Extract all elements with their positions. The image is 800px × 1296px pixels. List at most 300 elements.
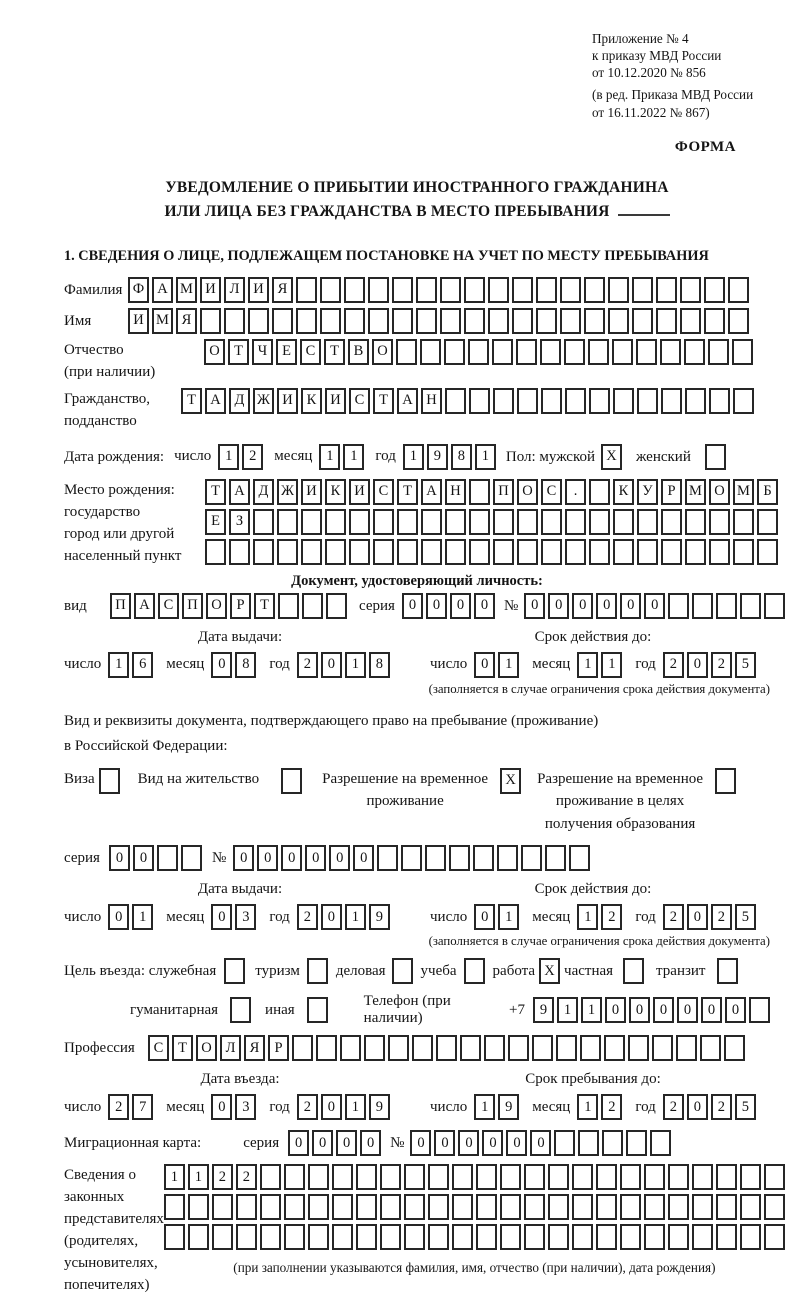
char-box[interactable]: 0 xyxy=(653,997,674,1023)
char-box[interactable] xyxy=(320,308,341,334)
char-box[interactable]: 1 xyxy=(475,444,496,470)
birth-month-input[interactable] xyxy=(319,444,364,470)
char-box[interactable] xyxy=(596,1194,617,1220)
char-box[interactable] xyxy=(560,308,581,334)
char-box[interactable] xyxy=(524,1164,545,1190)
char-box[interactable]: Т xyxy=(181,388,202,414)
doc-issue-year-input[interactable] xyxy=(297,652,390,678)
char-box[interactable]: О xyxy=(517,479,538,505)
char-box[interactable] xyxy=(412,1035,433,1061)
char-box[interactable] xyxy=(476,1224,497,1250)
char-box[interactable] xyxy=(613,388,634,414)
birth-place-line1-input[interactable] xyxy=(205,479,778,505)
char-box[interactable]: П xyxy=(110,593,131,619)
char-box[interactable]: 9 xyxy=(533,997,554,1023)
char-box[interactable]: 0 xyxy=(257,845,278,871)
char-box[interactable]: Е xyxy=(205,509,226,535)
char-box[interactable] xyxy=(452,1194,473,1220)
char-box[interactable]: 0 xyxy=(474,652,495,678)
char-box[interactable] xyxy=(253,509,274,535)
char-box[interactable]: 0 xyxy=(450,593,471,619)
given-name-input[interactable] xyxy=(128,308,749,334)
char-box[interactable]: 1 xyxy=(577,904,598,930)
char-box[interactable]: К xyxy=(301,388,322,414)
char-box[interactable] xyxy=(589,509,610,535)
char-box[interactable]: 1 xyxy=(343,444,364,470)
char-box[interactable] xyxy=(373,539,394,565)
residence-permit-checkbox[interactable] xyxy=(281,768,302,794)
char-box[interactable]: 0 xyxy=(458,1130,479,1156)
char-box[interactable] xyxy=(704,308,725,334)
char-box[interactable] xyxy=(644,1194,665,1220)
residence-valid-year-input[interactable] xyxy=(663,904,756,930)
char-box[interactable]: 0 xyxy=(108,904,129,930)
char-box[interactable] xyxy=(637,388,658,414)
char-box[interactable]: А xyxy=(152,277,173,303)
char-box[interactable]: П xyxy=(493,479,514,505)
representatives-line3-input[interactable] xyxy=(164,1224,785,1250)
char-box[interactable] xyxy=(388,1035,409,1061)
char-box[interactable]: А xyxy=(229,479,250,505)
char-box[interactable] xyxy=(692,1164,713,1190)
stay-day-input[interactable] xyxy=(474,1094,519,1120)
char-box[interactable]: И xyxy=(200,277,221,303)
char-box[interactable] xyxy=(644,1164,665,1190)
birth-place-line2-input[interactable] xyxy=(205,509,778,535)
char-box[interactable] xyxy=(661,509,682,535)
char-box[interactable] xyxy=(709,539,730,565)
char-box[interactable]: 8 xyxy=(451,444,472,470)
char-box[interactable]: 0 xyxy=(211,1094,232,1120)
char-box[interactable] xyxy=(584,308,605,334)
char-box[interactable]: 0 xyxy=(701,997,722,1023)
char-box[interactable] xyxy=(589,479,610,505)
char-box[interactable] xyxy=(637,509,658,535)
char-box[interactable] xyxy=(521,845,542,871)
char-box[interactable] xyxy=(469,509,490,535)
purpose-official-checkbox[interactable] xyxy=(224,958,245,984)
char-box[interactable] xyxy=(397,509,418,535)
char-box[interactable]: Р xyxy=(230,593,251,619)
char-box[interactable] xyxy=(626,1130,647,1156)
char-box[interactable] xyxy=(380,1164,401,1190)
char-box[interactable]: Н xyxy=(421,388,442,414)
char-box[interactable] xyxy=(428,1224,449,1250)
char-box[interactable] xyxy=(661,539,682,565)
char-box[interactable] xyxy=(512,308,533,334)
char-box[interactable] xyxy=(284,1194,305,1220)
char-box[interactable] xyxy=(578,1130,599,1156)
char-box[interactable] xyxy=(512,277,533,303)
char-box[interactable] xyxy=(421,509,442,535)
char-box[interactable] xyxy=(301,539,322,565)
char-box[interactable] xyxy=(488,308,509,334)
char-box[interactable]: 0 xyxy=(281,845,302,871)
char-box[interactable] xyxy=(493,509,514,535)
char-box[interactable]: И xyxy=(248,277,269,303)
char-box[interactable] xyxy=(536,308,557,334)
char-box[interactable] xyxy=(749,997,770,1023)
char-box[interactable]: О xyxy=(372,339,393,365)
residence-series-input[interactable] xyxy=(109,845,202,871)
char-box[interactable] xyxy=(716,593,737,619)
char-box[interactable] xyxy=(253,539,274,565)
char-box[interactable] xyxy=(236,1224,257,1250)
char-box[interactable]: И xyxy=(301,479,322,505)
char-box[interactable]: Р xyxy=(268,1035,289,1061)
char-box[interactable]: У xyxy=(637,479,658,505)
char-box[interactable]: 2 xyxy=(711,652,732,678)
char-box[interactable] xyxy=(540,339,561,365)
doc-valid-month-input[interactable] xyxy=(577,652,622,678)
female-checkbox[interactable] xyxy=(705,444,726,470)
char-box[interactable]: Б xyxy=(757,479,778,505)
char-box[interactable] xyxy=(569,845,590,871)
char-box[interactable] xyxy=(493,539,514,565)
char-box[interactable] xyxy=(589,388,610,414)
char-box[interactable]: 8 xyxy=(369,652,390,678)
char-box[interactable] xyxy=(356,1194,377,1220)
char-box[interactable] xyxy=(572,1224,593,1250)
char-box[interactable]: И xyxy=(277,388,298,414)
char-box[interactable] xyxy=(740,1194,761,1220)
surname-input[interactable] xyxy=(128,277,749,303)
char-box[interactable] xyxy=(596,1164,617,1190)
char-box[interactable] xyxy=(608,277,629,303)
char-box[interactable]: 0 xyxy=(725,997,746,1023)
char-box[interactable] xyxy=(440,308,461,334)
char-box[interactable]: А xyxy=(421,479,442,505)
char-box[interactable]: 2 xyxy=(297,904,318,930)
char-box[interactable] xyxy=(464,277,485,303)
char-box[interactable] xyxy=(332,1224,353,1250)
char-box[interactable]: С xyxy=(349,388,370,414)
char-box[interactable]: И xyxy=(325,388,346,414)
char-box[interactable] xyxy=(740,593,761,619)
char-box[interactable] xyxy=(296,308,317,334)
char-box[interactable]: Д xyxy=(253,479,274,505)
char-box[interactable] xyxy=(224,308,245,334)
char-box[interactable]: 0 xyxy=(524,593,545,619)
stay-month-input[interactable] xyxy=(577,1094,622,1120)
char-box[interactable] xyxy=(692,1224,713,1250)
char-box[interactable] xyxy=(416,277,437,303)
char-box[interactable]: 0 xyxy=(687,652,708,678)
char-box[interactable]: 0 xyxy=(288,1130,309,1156)
char-box[interactable]: 0 xyxy=(620,593,641,619)
char-box[interactable] xyxy=(733,388,754,414)
char-box[interactable] xyxy=(488,277,509,303)
char-box[interactable] xyxy=(668,593,689,619)
char-box[interactable] xyxy=(554,1130,575,1156)
char-box[interactable]: О xyxy=(204,339,225,365)
char-box[interactable] xyxy=(613,539,634,565)
char-box[interactable] xyxy=(620,1194,641,1220)
char-box[interactable]: 0 xyxy=(133,845,154,871)
char-box[interactable] xyxy=(724,1035,745,1061)
entry-month-input[interactable] xyxy=(211,1094,256,1120)
char-box[interactable]: И xyxy=(349,479,370,505)
char-box[interactable] xyxy=(685,388,706,414)
doc-valid-year-input[interactable] xyxy=(663,652,756,678)
stay-year-input[interactable] xyxy=(663,1094,756,1120)
purpose-humanitarian-checkbox[interactable] xyxy=(230,997,251,1023)
citizenship-input[interactable] xyxy=(181,388,754,414)
char-box[interactable]: 0 xyxy=(321,1094,342,1120)
char-box[interactable] xyxy=(728,277,749,303)
char-box[interactable]: М xyxy=(152,308,173,334)
char-box[interactable]: 0 xyxy=(605,997,626,1023)
char-box[interactable] xyxy=(652,1035,673,1061)
char-box[interactable]: С xyxy=(148,1035,169,1061)
char-box[interactable] xyxy=(308,1194,329,1220)
char-box[interactable] xyxy=(541,388,562,414)
char-box[interactable]: Е xyxy=(276,339,297,365)
char-box[interactable]: С xyxy=(373,479,394,505)
char-box[interactable] xyxy=(565,388,586,414)
char-box[interactable] xyxy=(344,277,365,303)
char-box[interactable] xyxy=(404,1164,425,1190)
char-box[interactable]: 3 xyxy=(235,1094,256,1120)
char-box[interactable]: 2 xyxy=(663,652,684,678)
char-box[interactable] xyxy=(650,1130,671,1156)
char-box[interactable] xyxy=(452,1164,473,1190)
char-box[interactable] xyxy=(260,1194,281,1220)
char-box[interactable] xyxy=(248,308,269,334)
char-box[interactable] xyxy=(764,1224,785,1250)
char-box[interactable] xyxy=(728,308,749,334)
char-box[interactable]: 6 xyxy=(132,652,153,678)
male-checkbox[interactable]: X xyxy=(601,444,622,470)
char-box[interactable] xyxy=(716,1224,737,1250)
char-box[interactable]: Т xyxy=(373,388,394,414)
char-box[interactable]: 2 xyxy=(601,904,622,930)
char-box[interactable]: 9 xyxy=(427,444,448,470)
char-box[interactable]: 1 xyxy=(403,444,424,470)
char-box[interactable] xyxy=(460,1035,481,1061)
char-box[interactable]: С xyxy=(300,339,321,365)
char-box[interactable] xyxy=(668,1164,689,1190)
char-box[interactable]: Т xyxy=(324,339,345,365)
char-box[interactable] xyxy=(680,277,701,303)
char-box[interactable] xyxy=(584,277,605,303)
char-box[interactable] xyxy=(580,1035,601,1061)
char-box[interactable]: 0 xyxy=(530,1130,551,1156)
char-box[interactable] xyxy=(284,1224,305,1250)
char-box[interactable]: Я xyxy=(244,1035,265,1061)
char-box[interactable] xyxy=(320,277,341,303)
char-box[interactable] xyxy=(449,845,470,871)
char-box[interactable] xyxy=(236,1194,257,1220)
char-box[interactable] xyxy=(397,539,418,565)
char-box[interactable]: Ж xyxy=(253,388,274,414)
char-box[interactable]: 0 xyxy=(410,1130,431,1156)
char-box[interactable] xyxy=(684,339,705,365)
char-box[interactable]: Ф xyxy=(128,277,149,303)
char-box[interactable]: 1 xyxy=(577,1094,598,1120)
residence-issue-month-input[interactable] xyxy=(211,904,256,930)
char-box[interactable]: 2 xyxy=(242,444,263,470)
purpose-other-checkbox[interactable] xyxy=(307,997,328,1023)
char-box[interactable] xyxy=(428,1164,449,1190)
char-box[interactable] xyxy=(620,1164,641,1190)
birth-place-line3-input[interactable] xyxy=(205,539,778,565)
char-box[interactable] xyxy=(637,539,658,565)
char-box[interactable]: Н xyxy=(445,479,466,505)
char-box[interactable] xyxy=(632,308,653,334)
char-box[interactable] xyxy=(444,339,465,365)
char-box[interactable] xyxy=(340,1035,361,1061)
migration-number-input[interactable] xyxy=(410,1130,671,1156)
char-box[interactable] xyxy=(440,277,461,303)
char-box[interactable]: 2 xyxy=(108,1094,129,1120)
char-box[interactable]: 2 xyxy=(297,652,318,678)
char-box[interactable] xyxy=(205,539,226,565)
char-box[interactable]: Т xyxy=(397,479,418,505)
char-box[interactable]: 1 xyxy=(581,997,602,1023)
char-box[interactable]: 0 xyxy=(329,845,350,871)
char-box[interactable]: 1 xyxy=(498,904,519,930)
char-box[interactable] xyxy=(733,539,754,565)
char-box[interactable] xyxy=(356,1164,377,1190)
char-box[interactable] xyxy=(604,1035,625,1061)
char-box[interactable] xyxy=(536,277,557,303)
char-box[interactable]: 2 xyxy=(663,1094,684,1120)
char-box[interactable]: 0 xyxy=(687,904,708,930)
char-box[interactable] xyxy=(508,1035,529,1061)
char-box[interactable] xyxy=(764,593,785,619)
doc-kind-input[interactable] xyxy=(110,593,347,619)
representatives-line2-input[interactable] xyxy=(164,1194,785,1220)
char-box[interactable] xyxy=(260,1164,281,1190)
char-box[interactable]: 1 xyxy=(345,904,366,930)
char-box[interactable] xyxy=(212,1224,233,1250)
char-box[interactable]: Л xyxy=(220,1035,241,1061)
doc-valid-day-input[interactable] xyxy=(474,652,519,678)
char-box[interactable]: 1 xyxy=(345,1094,366,1120)
char-box[interactable]: 2 xyxy=(236,1164,257,1190)
char-box[interactable] xyxy=(332,1164,353,1190)
char-box[interactable]: 2 xyxy=(601,1094,622,1120)
char-box[interactable]: 0 xyxy=(687,1094,708,1120)
char-box[interactable] xyxy=(396,339,417,365)
char-box[interactable] xyxy=(716,1164,737,1190)
char-box[interactable] xyxy=(212,1194,233,1220)
char-box[interactable] xyxy=(316,1035,337,1061)
char-box[interactable]: 0 xyxy=(482,1130,503,1156)
char-box[interactable] xyxy=(545,845,566,871)
char-box[interactable]: 0 xyxy=(321,904,342,930)
education-residence-checkbox[interactable] xyxy=(715,768,736,794)
char-box[interactable]: Т xyxy=(254,593,275,619)
char-box[interactable]: 1 xyxy=(218,444,239,470)
char-box[interactable] xyxy=(517,539,538,565)
char-box[interactable] xyxy=(420,339,441,365)
char-box[interactable] xyxy=(392,277,413,303)
residence-valid-day-input[interactable] xyxy=(474,904,519,930)
char-box[interactable] xyxy=(469,539,490,565)
char-box[interactable]: 1 xyxy=(498,652,519,678)
char-box[interactable]: С xyxy=(541,479,562,505)
char-box[interactable] xyxy=(292,1035,313,1061)
char-box[interactable] xyxy=(469,479,490,505)
char-box[interactable]: 1 xyxy=(319,444,340,470)
residence-valid-month-input[interactable] xyxy=(577,904,622,930)
char-box[interactable] xyxy=(565,539,586,565)
char-box[interactable] xyxy=(356,1224,377,1250)
doc-number-input[interactable] xyxy=(524,593,785,619)
char-box[interactable]: 0 xyxy=(360,1130,381,1156)
char-box[interactable] xyxy=(364,1035,385,1061)
residence-issue-day-input[interactable] xyxy=(108,904,153,930)
char-box[interactable] xyxy=(301,509,322,535)
char-box[interactable] xyxy=(476,1194,497,1220)
char-box[interactable] xyxy=(493,388,514,414)
char-box[interactable]: 1 xyxy=(474,1094,495,1120)
char-box[interactable]: 0 xyxy=(474,904,495,930)
char-box[interactable] xyxy=(425,845,446,871)
char-box[interactable]: 0 xyxy=(506,1130,527,1156)
char-box[interactable]: О xyxy=(196,1035,217,1061)
char-box[interactable] xyxy=(565,509,586,535)
char-box[interactable] xyxy=(476,1164,497,1190)
char-box[interactable] xyxy=(380,1224,401,1250)
char-box[interactable]: Т xyxy=(228,339,249,365)
char-box[interactable] xyxy=(517,509,538,535)
migration-series-input[interactable] xyxy=(288,1130,381,1156)
char-box[interactable] xyxy=(660,339,681,365)
char-box[interactable] xyxy=(644,1224,665,1250)
char-box[interactable] xyxy=(716,1194,737,1220)
purpose-tourism-checkbox[interactable] xyxy=(307,958,328,984)
char-box[interactable] xyxy=(302,593,323,619)
char-box[interactable] xyxy=(497,845,518,871)
char-box[interactable]: К xyxy=(613,479,634,505)
char-box[interactable]: 9 xyxy=(369,904,390,930)
char-box[interactable] xyxy=(200,308,221,334)
char-box[interactable]: З xyxy=(229,509,250,535)
char-box[interactable]: 0 xyxy=(402,593,423,619)
char-box[interactable] xyxy=(368,308,389,334)
char-box[interactable] xyxy=(572,1164,593,1190)
char-box[interactable] xyxy=(416,308,437,334)
char-box[interactable] xyxy=(628,1035,649,1061)
char-box[interactable]: 9 xyxy=(369,1094,390,1120)
char-box[interactable]: 0 xyxy=(434,1130,455,1156)
char-box[interactable] xyxy=(680,308,701,334)
char-box[interactable] xyxy=(560,277,581,303)
char-box[interactable] xyxy=(164,1224,185,1250)
char-box[interactable] xyxy=(612,339,633,365)
purpose-business-checkbox[interactable] xyxy=(392,958,413,984)
char-box[interactable]: К xyxy=(325,479,346,505)
char-box[interactable] xyxy=(740,1164,761,1190)
char-box[interactable] xyxy=(500,1194,521,1220)
char-box[interactable]: 1 xyxy=(132,904,153,930)
char-box[interactable]: 0 xyxy=(233,845,254,871)
char-box[interactable] xyxy=(492,339,513,365)
char-box[interactable]: 0 xyxy=(211,904,232,930)
char-box[interactable]: 1 xyxy=(577,652,598,678)
char-box[interactable] xyxy=(377,845,398,871)
char-box[interactable] xyxy=(632,277,653,303)
char-box[interactable] xyxy=(596,1224,617,1250)
char-box[interactable]: А xyxy=(205,388,226,414)
char-box[interactable]: 2 xyxy=(663,904,684,930)
doc-series-input[interactable] xyxy=(402,593,495,619)
patronymic-input[interactable] xyxy=(204,339,753,365)
char-box[interactable]: 0 xyxy=(305,845,326,871)
